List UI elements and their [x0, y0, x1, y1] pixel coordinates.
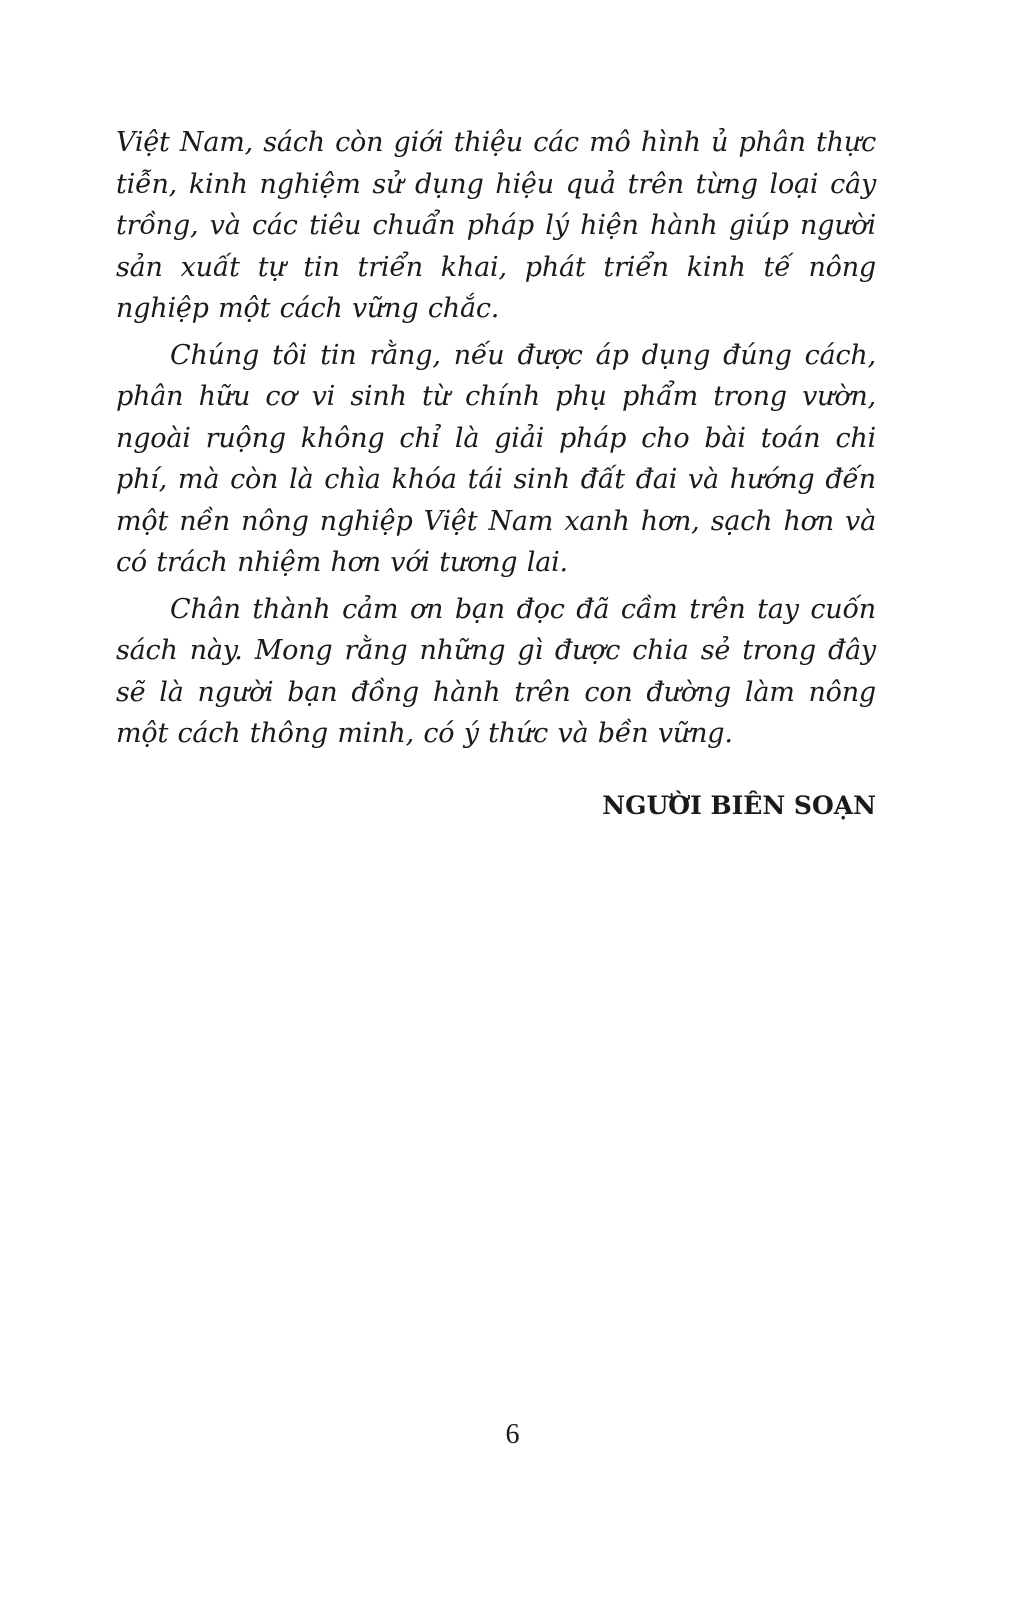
- paragraph: Chúng tôi tin rằng, nếu được áp dụng đúng cách, phân hữu cơ vi sinh từ chính phụ phẩm trong vườn, ngoài ruộng không chỉ là giải pháp cho bài toán chi phí, mà còn là chìa khóa tái sinh đất đai và hướng đến một nền nông nghiệp Việt Nam xanh hơn, sạch hơn và có trách nhiệm hơn với tương lai.: [116, 339, 876, 578]
- paragraph: Chân thành cảm ơn bạn đọc đã cầm trên tay cuốn sách này. Mong rằng những gì được chia sẻ trong đây sẽ là người bạn đồng hành trên con đường làm nông một cách thông minh, có ý thức và bền vững.: [116, 593, 876, 749]
- author-signature: NGƯỜI BIÊN SOẠN: [602, 790, 876, 820]
- page-number: 6: [505, 1419, 520, 1450]
- page-content: [116, 122, 876, 820]
- paragraph-continued: Việt Nam, sách còn giới thiệu các mô hình ủ phân thực tiễn, kinh nghiệm sử dụng hiệu quả trên từng loại cây trồng, và các tiêu chuẩn pháp lý hiện hành giúp người sản xuất tự tin triển khai, phát triển kinh tế nông nghiệp một cách vững chắc.: [116, 127, 876, 324]
